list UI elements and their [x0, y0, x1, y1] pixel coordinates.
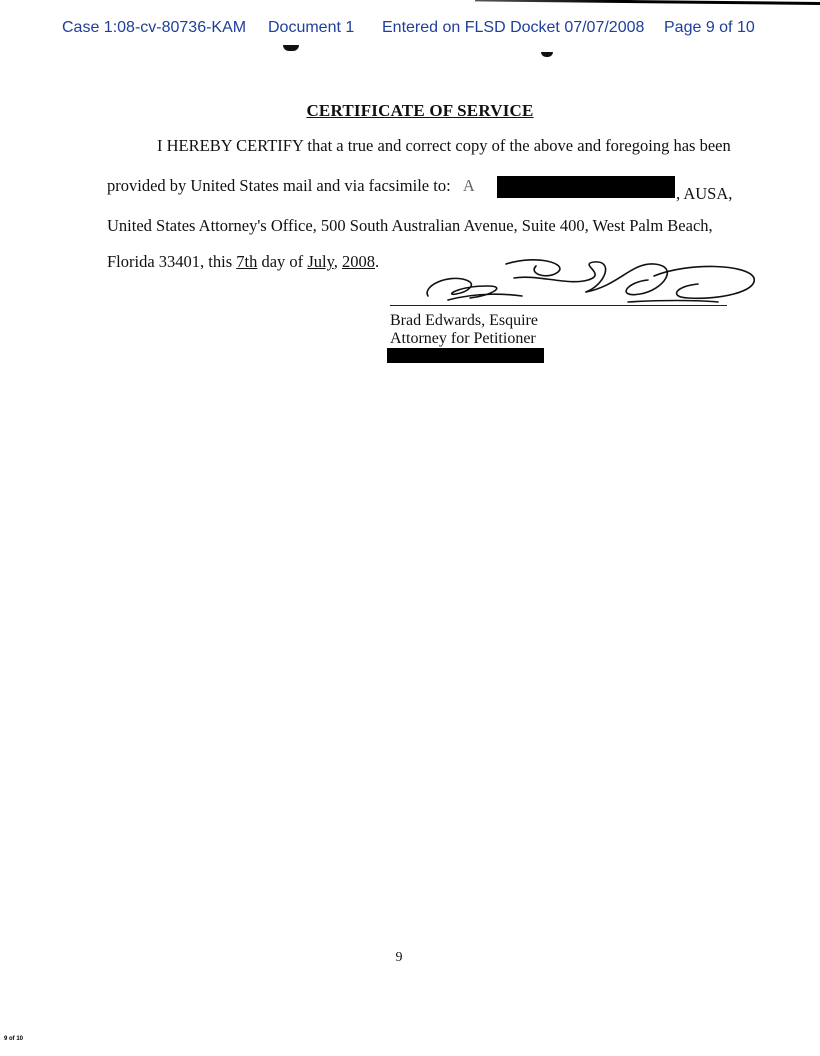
scan-artifact-mark [283, 45, 299, 51]
page-indicator: Page 9 of 10 [664, 19, 755, 36]
body-line-4-sep: , [333, 252, 342, 271]
scan-artifact-mark [541, 52, 553, 57]
scan-artifact-line [475, 0, 820, 5]
service-day: 7th [236, 252, 258, 271]
document-label: Document 1 [268, 19, 355, 36]
service-year: 2008 [342, 252, 375, 271]
docket-entry-date: Entered on FLSD Docket 07/07/2008 [382, 19, 645, 36]
service-month: July [307, 252, 334, 271]
body-line-2-suffix: , AUSA, [676, 184, 733, 203]
signer-name: Brad Edwards, Esquire [390, 312, 538, 329]
body-line-1: I HEREBY CERTIFY that a true and correct copy of the above and foregoing has been [157, 136, 731, 155]
certificate-title: CERTIFICATE OF SERVICE [306, 101, 534, 120]
body-line-2-prefix: provided by United States mail and via facsimile to: [107, 176, 451, 195]
page-number: 9 [395, 950, 403, 965]
body-line-4-mid: day of [257, 252, 308, 271]
case-number: Case 1:08-cv-80736-KAM [62, 19, 247, 36]
redaction-lead-char: A [462, 176, 475, 195]
body-line-4-end: . [375, 252, 380, 271]
redaction-bar-name [497, 176, 675, 198]
handwritten-signature [418, 256, 758, 308]
redaction-bar-signature-block [387, 348, 544, 363]
body-line-3: United States Attorney's Office, 500 South Australian Avenue, Suite 400, West Palm Beach, [107, 216, 713, 235]
footer-page-count: 9 of 10 [4, 1036, 24, 1042]
body-line-2 [107, 176, 475, 196]
body-line-4 [107, 252, 379, 272]
signer-role: Attorney for Petitioner [390, 330, 536, 347]
signature-line [390, 305, 727, 306]
body-line-4-prefix: Florida 33401, this [107, 252, 237, 271]
